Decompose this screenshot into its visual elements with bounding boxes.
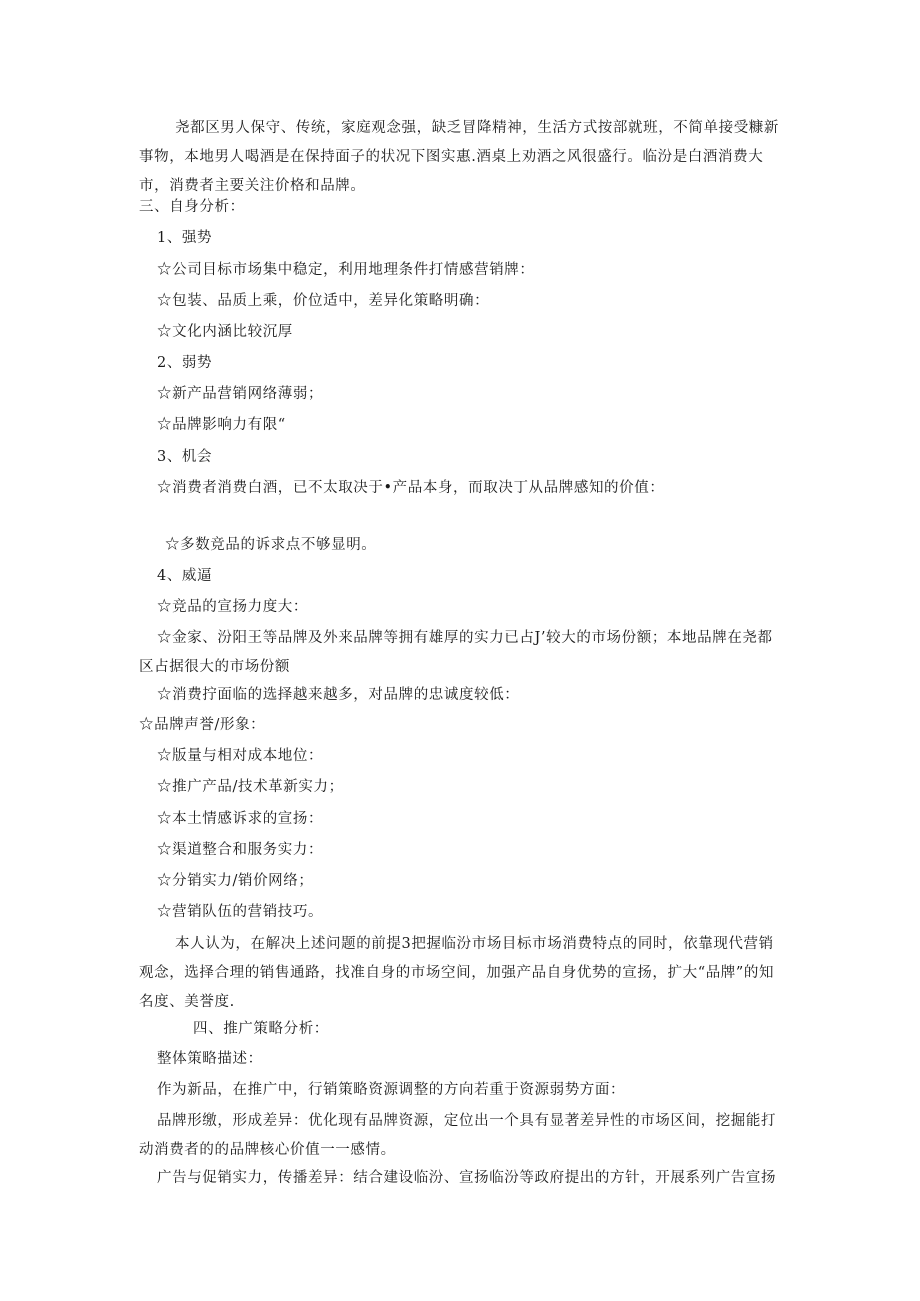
threat-item: ☆竞品的宣扬力度大： (157, 599, 308, 615)
threat-item: ☆消费拧面临的选择越来越多，对品牌的忠诚度较低： (157, 687, 520, 703)
brand-subitem: ☆渠道整合和服务实力： (157, 842, 324, 858)
opportunities-heading: 3、机会 (157, 449, 213, 465)
brand-subitem: ☆营销队伍的营销技巧。 (157, 904, 324, 920)
intro-paragraph: 尧都区男人保守、传统，家庭观念强，缺乏冒降精神，生活方式按部就班，不简单接受糠新事物，本地男人喝酒是在保持面子的状况下图实惠.酒桌上劝酒之风很盛行。临汾是白酒消费大市，消费者主要关注价格和品牌。 (139, 120, 779, 194)
strengths-heading: 1、强势 (157, 230, 213, 246)
overall-strategy-heading: 整体策略描述： (157, 1051, 263, 1067)
brand-subitem: ☆本土情感诉求的宣扬： (157, 811, 324, 827)
strength-item: ☆文化内涵比较沉厚 (157, 324, 293, 340)
strategy-paragraph: 作为新品，在推广中，行销策略资源调整的方向若重于资源弱势方面： (157, 1082, 626, 1098)
weakness-item: ☆品牌影响力有限“ (157, 417, 286, 433)
section-3-heading: 三、自身分析： (139, 199, 245, 215)
strength-item: ☆公司目标市场集中稳定，利用地理条件打情感营销牌： (157, 262, 535, 278)
strategy-paragraph: 品牌形缴，形成差异：优化现有品牌资源，定位出一个具有显著差异性的市场区间，挖掘能打动消费者的的品牌核心价值一一感情。 (139, 1113, 777, 1158)
threat-item: ☆金家、汾阳王等品牌及外来品牌等拥有雄厚的实力已占J’较大的市场份额；本地品牌在尧都区占据很大的市场份额 (139, 630, 773, 675)
brand-subitem: ☆推广产品/技术革新实力； (157, 779, 344, 795)
opportunity-item: ☆多数竞品的诉求点不够显明。 (165, 537, 377, 553)
strategy-paragraph: 广告与促销实力，传播差异：结合建设临汾、宣扬临汾等政府提出的方针，开展系列广告宣扬 (157, 1170, 777, 1186)
brand-subitem: ☆版量与相对成本地位： (157, 748, 324, 764)
weaknesses-heading: 2、弱势 (157, 355, 213, 371)
brand-subitem: ☆分销实力/销价网络； (157, 873, 314, 889)
weakness-item: ☆新产品营销网络薄弱； (157, 386, 324, 402)
strength-item: ☆包装、品质上乘，价位适中，差异化策略明确： (157, 293, 490, 309)
conclusion-paragraph: 本人认为，在解决上述问题的前提3把握临汾市场目标市场消费特点的同时，依靠现代营销观念，选择合理的销售通路，找准自身的市场空间，加强产品自身优势的宣扬，扩大“品牌”的知名度、美誉度. (139, 936, 775, 1010)
opportunity-item: ☆消费者消费白酒，已不太取决于•产品本身，而取决丁从品牌感知的价值： (157, 480, 665, 496)
section-4-heading: 四、推广策略分析： (193, 1021, 329, 1037)
threats-heading: 4、威逼 (157, 568, 213, 584)
brand-item: ☆品牌声誉/形象： (139, 717, 266, 733)
